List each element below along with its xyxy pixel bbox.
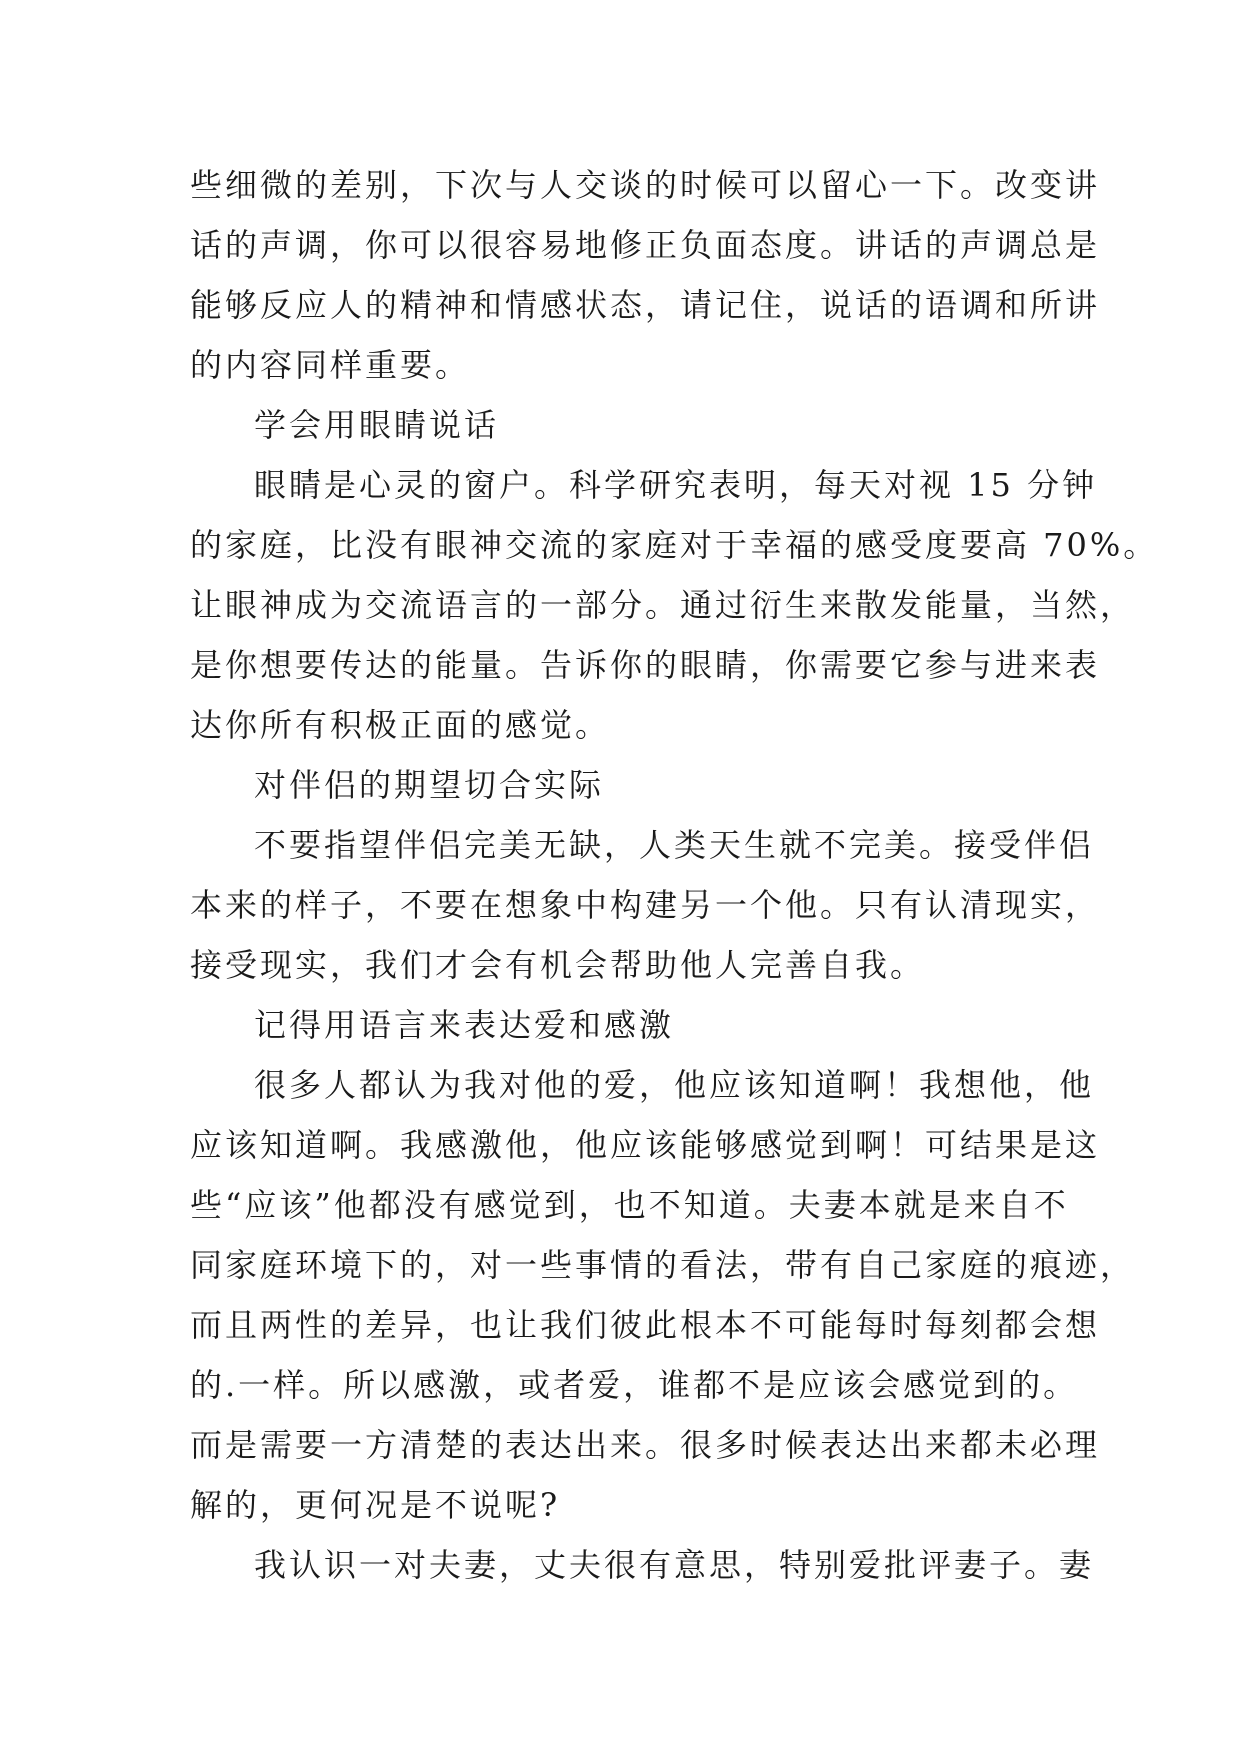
text-line: 我认识一对夫妻，丈夫很有意思，特别爱批评妻子。妻 [254, 1546, 1095, 1584]
text-line: 些细微的差别，下次与人交谈的时候可以留心一下。改变讲 [190, 166, 1101, 204]
text-line: 让眼神成为交流语言的一部分。通过衍生来散发能量，当然， [190, 586, 1136, 624]
text-line: 达你所有积极正面的感觉。 [190, 706, 611, 744]
text-line: 能够反应人的精神和情感状态，请记住，说话的语调和所讲 [190, 286, 1101, 324]
text-line: 解的，更何况是不说呢? [190, 1486, 561, 1524]
text-line: 些“应该”他都没有感觉到，也不知道。夫妻本就是来自不 [190, 1186, 1069, 1224]
text-line: 接受现实，我们才会有机会帮助他人完善自我。 [190, 946, 926, 984]
text-line: 眼睛是心灵的窗户。科学研究表明，每天对视 15 分钟 [254, 466, 1098, 504]
text-line: 的家庭，比没有眼神交流的家庭对于幸福的感受度要高 70%。 [190, 526, 1159, 564]
section-heading: 对伴侣的期望切合实际 [254, 766, 605, 804]
section-heading: 记得用语言来表达爱和感激 [254, 1006, 675, 1044]
text-line: 的内容同样重要。 [190, 346, 471, 384]
text-line: 不要指望伴侣完美无缺，人类天生就不完美。接受伴侣 [254, 826, 1095, 864]
text-line: 是你想要传达的能量。告诉你的眼睛，你需要它参与进来表 [190, 646, 1101, 684]
text-line: 而且两性的差异，也让我们彼此根本不可能每时每刻都会想 [190, 1306, 1101, 1344]
text-line: 本来的样子，不要在想象中构建另一个他。只有认清现实， [190, 886, 1101, 924]
text-line: 话的声调，你可以很容易地修正负面态度。讲话的声调总是 [190, 226, 1101, 264]
text-line: 应该知道啊。我感激他，他应该能够感觉到啊！可结果是这 [190, 1126, 1101, 1164]
document-body [190, 155, 1159, 1595]
section-heading: 学会用眼睛说话 [254, 406, 500, 444]
text-line: 同家庭环境下的，对一些事情的看法，带有自己家庭的痕迹， [190, 1246, 1136, 1284]
text-line: 很多人都认为我对他的爱，他应该知道啊！我想他，他 [254, 1066, 1095, 1104]
text-line: 而是需要一方清楚的表达出来。很多时候表达出来都未必理 [190, 1426, 1101, 1464]
text-line: 的.一样。所以感激，或者爱，谁都不是应该会感觉到的。 [190, 1366, 1079, 1404]
